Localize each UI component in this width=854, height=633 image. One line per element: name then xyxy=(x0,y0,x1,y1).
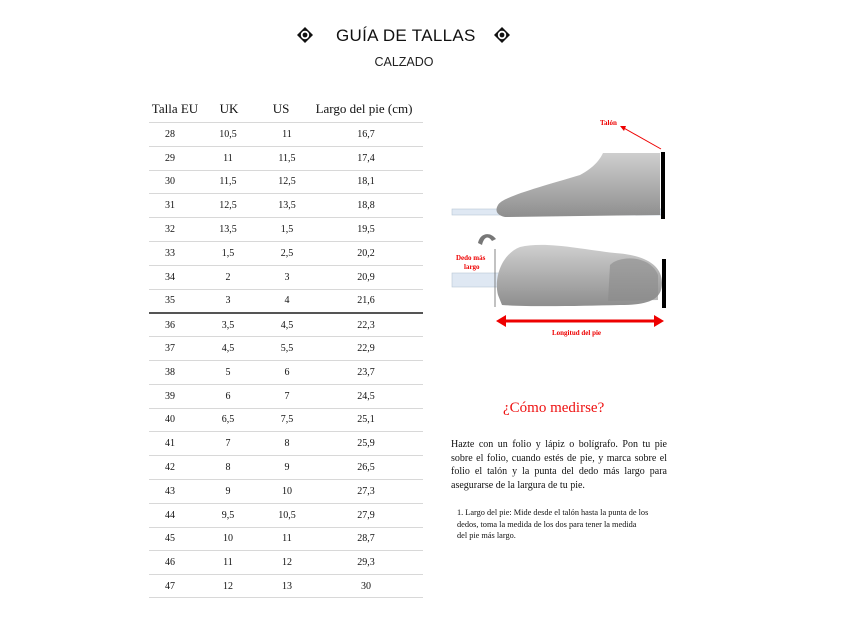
table-cell: 28,7 xyxy=(357,533,375,545)
column-header-us: US xyxy=(272,101,290,116)
table-cell: 18,1 xyxy=(357,176,375,188)
diamond-eye-icon xyxy=(493,26,511,44)
note-line: 1. Largo del pie: Mide desde el talón hasta la punta de los xyxy=(457,508,649,517)
table-cell: 6 xyxy=(284,366,290,378)
table-row xyxy=(149,550,423,574)
table-row xyxy=(149,431,423,455)
table-cell: 32 xyxy=(165,224,175,236)
table-cell: 13,5 xyxy=(278,200,296,212)
table-cell: 5 xyxy=(225,366,231,378)
page-title: GUÍA DE TALLAS xyxy=(336,26,476,45)
table-cell: 12,5 xyxy=(278,176,296,188)
table-cell: 30 xyxy=(361,580,371,592)
how-to-measure-title: ¿Cómo medirse? xyxy=(503,400,605,416)
table-cell: 11 xyxy=(282,128,292,140)
size-table xyxy=(149,96,423,598)
table-cell: 22,9 xyxy=(357,343,375,355)
table-cell: 12 xyxy=(223,580,233,592)
column-header-foot-length: Largo del pie (cm) xyxy=(315,101,413,116)
table-cell: 38 xyxy=(165,366,175,378)
table-row xyxy=(149,289,423,313)
table-cell: 11,5 xyxy=(278,152,296,164)
table-cell: 34 xyxy=(165,271,175,283)
column-header-eu: Talla EU xyxy=(151,101,199,116)
table-cell: 45 xyxy=(165,533,175,545)
table-row xyxy=(149,527,423,551)
table-row xyxy=(149,312,423,336)
table-cell: 33 xyxy=(165,247,175,259)
table-row xyxy=(149,146,423,170)
foot-length-note xyxy=(457,507,672,542)
table-row xyxy=(149,360,423,384)
table-cell: 8 xyxy=(284,438,290,450)
table-cell: 12,5 xyxy=(219,200,237,212)
table-row xyxy=(149,336,423,360)
table-cell: 41 xyxy=(165,438,175,450)
table-cell: 2,5 xyxy=(280,247,294,259)
table-cell: 18,8 xyxy=(357,200,375,212)
table-cell: 7,5 xyxy=(280,414,294,426)
note-line: del pie más largo. xyxy=(457,531,516,540)
table-cell: 16,7 xyxy=(357,128,375,140)
table-cell: 22,3 xyxy=(357,319,375,331)
table-row xyxy=(149,384,423,408)
table-cell: 26,5 xyxy=(357,462,375,474)
table-cell: 5,5 xyxy=(280,343,294,355)
table-cell: 42 xyxy=(165,462,175,474)
table-cell: 39 xyxy=(165,390,175,402)
table-cell: 4 xyxy=(284,295,290,307)
table-cell: 10,5 xyxy=(219,128,237,140)
table-cell: 31 xyxy=(165,200,175,212)
table-cell: 47 xyxy=(165,580,175,592)
note-line: dedos, toma la medida de los dos para tener la medida xyxy=(457,519,637,529)
table-cell: 17,4 xyxy=(357,152,375,164)
table-cell: 28 xyxy=(165,128,175,140)
table-header xyxy=(149,96,423,122)
table-row xyxy=(149,241,423,265)
table-cell: 10 xyxy=(223,533,233,545)
diamond-eye-icon xyxy=(296,26,314,44)
table-cell: 24,5 xyxy=(357,390,375,402)
table-cell: 7 xyxy=(225,438,231,450)
table-row xyxy=(149,503,423,527)
table-cell: 23,7 xyxy=(357,366,375,378)
page-header xyxy=(0,22,854,52)
longest-toe-label-line2: largo xyxy=(464,263,480,271)
page-subtitle: CALZADO xyxy=(374,55,434,69)
table-cell: 3 xyxy=(284,271,290,283)
table-cell: 11 xyxy=(223,557,233,569)
table-cell: 25,9 xyxy=(357,438,375,450)
table-row xyxy=(149,574,423,598)
table-cell: 29 xyxy=(165,152,175,164)
table-cell: 2 xyxy=(225,271,231,283)
table-cell: 29,3 xyxy=(357,557,375,569)
table-row xyxy=(149,455,423,479)
table-cell: 30 xyxy=(165,176,175,188)
heel-label: Talón xyxy=(600,119,617,127)
foot-measure-illustration xyxy=(450,115,675,345)
table-cell: 21,6 xyxy=(357,295,375,307)
table-cell: 6,5 xyxy=(221,414,235,426)
foot-length-label: Longitud del pie xyxy=(552,329,602,337)
table-cell: 1,5 xyxy=(280,224,294,236)
table-cell: 3 xyxy=(225,295,231,307)
table-cell: 40 xyxy=(165,414,175,426)
table-cell: 20,2 xyxy=(357,247,375,259)
table-cell: 8 xyxy=(225,462,231,474)
table-cell: 46 xyxy=(165,557,175,569)
table-cell: 9 xyxy=(225,485,231,497)
table-cell: 1,5 xyxy=(221,247,235,259)
table-cell: 13,5 xyxy=(219,224,237,236)
longest-toe-label: Dedo más xyxy=(456,254,486,262)
table-cell: 13 xyxy=(282,580,292,592)
table-cell: 7 xyxy=(284,390,290,402)
table-row xyxy=(149,122,423,146)
table-cell: 4,5 xyxy=(280,319,294,331)
table-cell: 11 xyxy=(282,533,292,545)
table-cell: 25,1 xyxy=(357,414,375,426)
table-cell: 11 xyxy=(223,152,233,164)
table-cell: 27,9 xyxy=(357,509,375,521)
instructions-paragraph: Hazte con un folio y lápiz o bolígrafo. Pon tu pie sobre el folio, cuando estés de pie, y marca sobre el folio el talón y la punta del dedo más largo para asegurarse de la largura de tu pie. xyxy=(451,439,667,491)
table-cell: 36 xyxy=(165,319,175,331)
table-cell: 9,5 xyxy=(221,509,235,521)
table-cell: 6 xyxy=(225,390,231,402)
table-row xyxy=(149,217,423,241)
foot-diagram-icon xyxy=(450,115,675,345)
table-cell: 20,9 xyxy=(357,271,375,283)
table-row xyxy=(149,170,423,194)
table-cell: 4,5 xyxy=(221,343,235,355)
table-cell: 12 xyxy=(282,557,292,569)
table-cell: 37 xyxy=(165,343,175,355)
table-row xyxy=(149,479,423,503)
table-cell: 10 xyxy=(282,485,292,497)
table-cell: 35 xyxy=(165,295,175,307)
table-cell: 43 xyxy=(165,485,175,497)
table-cell: 27,3 xyxy=(357,485,375,497)
table-row xyxy=(149,265,423,289)
table-cell: 11,5 xyxy=(219,176,237,188)
table-cell: 44 xyxy=(165,509,175,521)
table-row xyxy=(149,193,423,217)
table-cell: 19,5 xyxy=(357,224,375,236)
table-row xyxy=(149,408,423,432)
table-cell: 3,5 xyxy=(221,319,235,331)
column-header-uk: UK xyxy=(219,101,239,116)
table-cell: 9 xyxy=(284,462,290,474)
table-cell: 10,5 xyxy=(278,509,296,521)
